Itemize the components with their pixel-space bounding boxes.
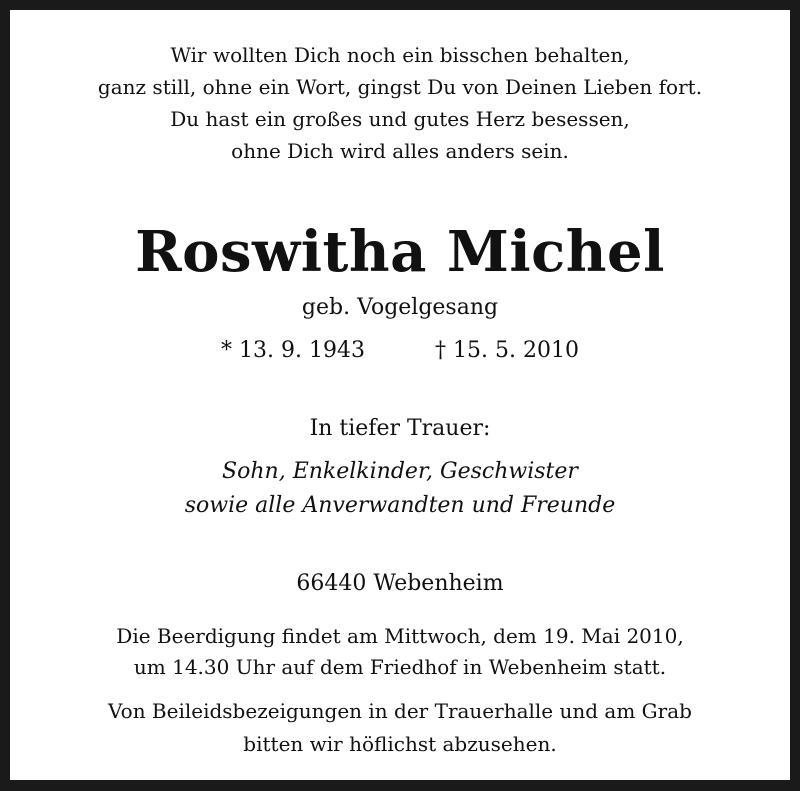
death-date: † 15. 5. 2010	[435, 338, 579, 363]
poem-line-1: Wir wollten Dich noch ein bisschen behalten,	[170, 43, 630, 67]
funeral-line-1: Die Beerdigung findet am Mittwoch, dem 19. Mai 2010,	[116, 624, 684, 648]
funeral-line-2: um 14.30 Uhr auf dem Friedhof in Webenheim statt.	[133, 655, 667, 679]
survivors-line-1: Sohn, Enkelkinder, Geschwister	[222, 459, 578, 484]
poem-line-2: ganz still, ohne ein Wort, gingst Du von Deinen Lieben fort.	[97, 75, 703, 99]
survivors	[10, 455, 790, 523]
poem-line-4: ohne Dich wird alles anders sein.	[231, 139, 569, 163]
funeral-notice	[10, 621, 790, 683]
poem-line-3: Du hast ein großes und gutes Herz besessen,	[170, 107, 630, 131]
maiden-name: geb. Vogelgesang	[301, 295, 499, 320]
birth-date: * 13. 9. 1943	[221, 338, 365, 363]
place: 66440 Webenheim	[296, 571, 504, 596]
condolence-line-1: Von Beileidsbezeigungen in der Trauerhalle und am Grab	[108, 699, 692, 723]
survivors-line-2: sowie alle Anverwandten und Freunde	[184, 493, 616, 518]
condolence-line-2: bitten wir höflichst abzusehen.	[243, 732, 557, 756]
mourning-heading: In tiefer Trauer:	[309, 416, 491, 441]
life-dates	[10, 338, 790, 364]
condolence-notice	[10, 695, 790, 761]
poem	[10, 39, 790, 167]
deceased-name: Roswitha Michel	[135, 219, 665, 285]
